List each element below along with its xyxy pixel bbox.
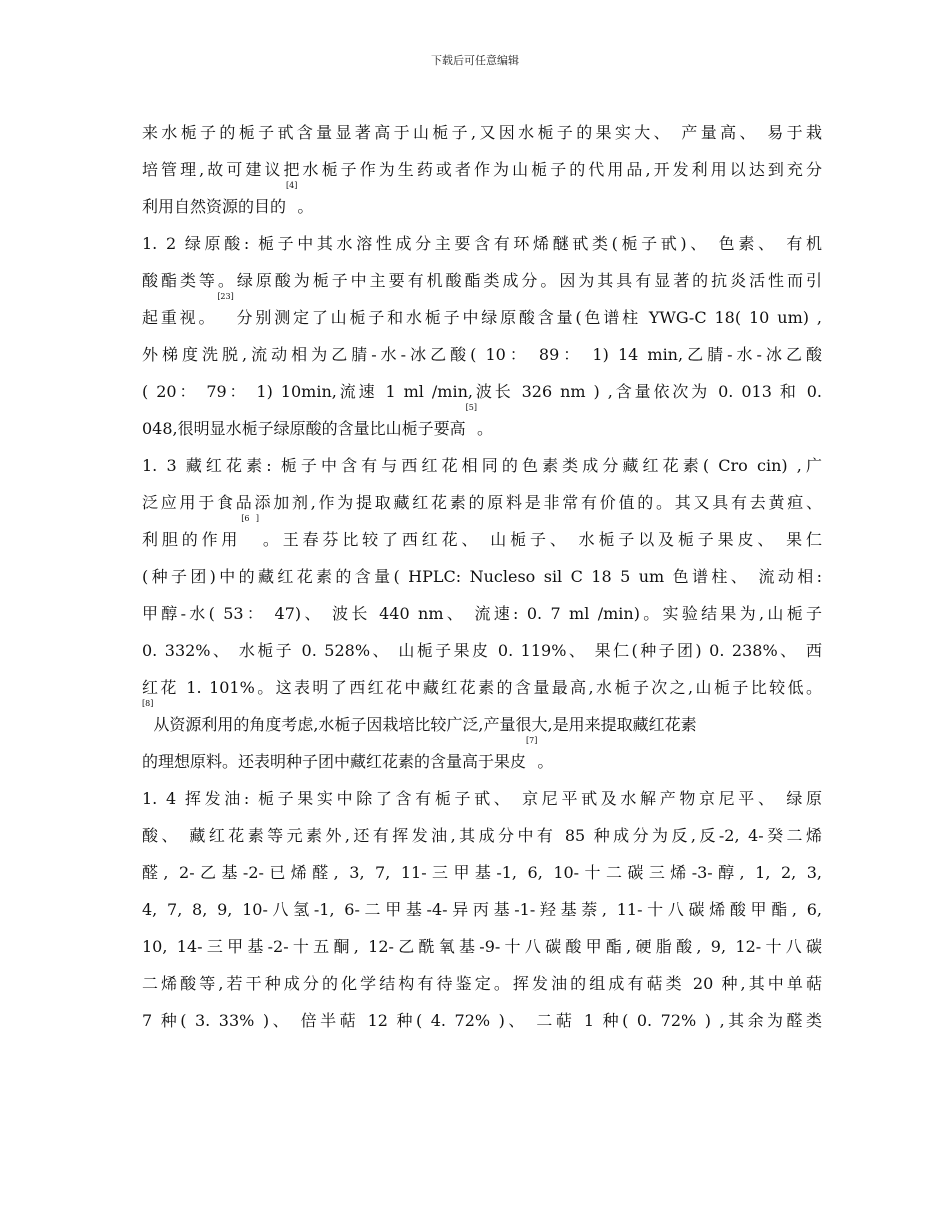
citation-ref: [5] [465,403,477,412]
text-line [142,403,822,447]
line-text-continued: 。 [537,752,554,771]
line-text: 利用自然资源的目的 [142,197,287,216]
text-line [142,373,822,410]
line-text: 红花 1. 101%。这表明了西红花中藏红花素的含量最高,水栀子次之,山栀子比较低。 [142,678,822,697]
text-line [142,854,822,891]
text-line [142,669,822,706]
line-text: 1. 2 绿原酸: 栀子中其水溶性成分主要含有环烯醚甙类(栀子甙)、 色素、 有机 [142,234,822,253]
line-text: 酸、 藏红花素等元素外,还有挥发油,其成分中有 85 种成分为反,反-2, 4-癸二烯 [142,826,822,845]
line-text: 培管理,故可建议把水栀子作为生药或者作为山栀子的代用品,开发利用以达到充分 [142,160,822,179]
line-text-continued: 。王春芬比较了西红花、 山栀子、 水栀子以及栀子果皮、 果仁 [259,530,822,549]
line-text: 的理想原料。还表明种子团中藏红花素的含量高于果皮 [142,752,527,771]
line-text: ( 20： 79： 1) 10min,流速 1 ml /min,波长 326 nm ) ,含量依次为 0. 013 和 0. [142,382,822,401]
citation-ref: [23] [217,292,234,301]
text-line [142,632,822,669]
line-text: 1. 4 挥发油: 栀子果实中除了含有栀子甙、 京尼平甙及水解产物京尼平、 绿原 [142,789,822,808]
citation-ref: [4] [286,181,298,190]
text-line [142,514,822,558]
text-line [142,114,822,151]
line-text: 醛, 2-乙基-2-已烯醛, 3, 7, 11-三甲基-1, 6, 10-十二碳三烯-3-醇, 1, 2, 3, [142,863,822,882]
line-text: 泛应用于食品添加剂,作为提取藏红花素的原料是非常有价值的。其又具有去黄疸、 [142,493,822,512]
line-text-continued: 从资源利用的角度考虑,水栀子因栽培比较广泛,产量很大,是用来提取藏红花素 [153,715,697,734]
line-text: 酸酯类等。绿原酸为栀子中主要有机酸酯类成分。因为其具有显著的抗炎活性而引 [142,271,822,290]
text-line [142,699,822,743]
line-text: 1. 3 藏红花素: 栀子中含有与西红花相同的色素类成分藏红花素( Cro cin) ,广 [142,456,822,475]
line-text: 利胆的作用 [142,530,242,549]
line-text: 外梯度洗脱,流动相为乙腈-水-冰乙酸( 10： 89： 1) 14 min,乙腈-水-冰乙酸 [142,345,822,364]
line-text-continued: 分别测定了山栀子和水栀子中绿原酸含量(色谱柱 YWG-C 18( 10 um) , [233,308,822,327]
line-text-continued: 。 [476,419,493,438]
text-line [142,151,822,188]
line-text: 4, 7, 8, 9, 10-八氢-1, 6-二甲基-4-异丙基-1-羟基萘, 11-十八碳烯酸甲酯, 6, [142,900,822,919]
line-text: 7 种( 3. 33% )、 倍半萜 12 种( 4. 72% )、 二萜 1 种( 0. 72% ) ,其余为醛类 [142,1011,822,1030]
text-line [142,292,822,336]
citation-ref: [8] [142,699,154,708]
line-text: 048,很明显水栀子绿原酸的含量比山栀子要高 [142,419,466,438]
text-line [142,736,822,780]
text-line [142,817,822,854]
text-line [142,336,822,373]
text-line [142,447,822,484]
line-text: 甲醇-水( 53： 47)、 波长 440 nm、 流速: 0. 7 ml /min)。实验结果为,山栀子 [142,604,822,623]
line-text: 起重视。 [142,308,218,327]
text-line [142,558,822,595]
text-line [142,891,822,928]
line-text: 二烯酸等,若干种成分的化学结构有待鉴定。挥发油的组成有萜类 20 种,其中单萜 [142,974,822,993]
text-line [142,595,822,632]
line-text: (种子团)中的藏红花素的含量( HPLC: Nucleso sil C 18 5 um 色谱柱、 流动相: [142,567,822,586]
page-header: 下载后可任意编辑 [431,54,519,67]
text-line [142,780,822,817]
text-line [142,928,822,965]
line-text-continued: 。 [297,197,314,216]
text-line [142,181,822,225]
text-line [142,965,822,1002]
body-text [142,114,822,1039]
line-text: 10, 14-三甲基-2-十五酮, 12-乙酰氧基-9-十八碳酸甲酯,硬脂酸, 9, 12-十八碳 [142,937,822,956]
line-text: 来水栀子的栀子甙含量显著高于山栀子,又因水栀子的果实大、 产量高、 易于栽 [142,123,822,142]
text-line [142,1002,822,1039]
line-text: 0. 332%、 水栀子 0. 528%、 山栀子果皮 0. 119%、 果仁(种子团) 0. 238%、 西 [142,641,822,660]
text-line [142,262,822,299]
citation-ref: [7] [526,736,538,745]
text-line [142,225,822,262]
citation-ref: [6 ] [241,514,260,523]
